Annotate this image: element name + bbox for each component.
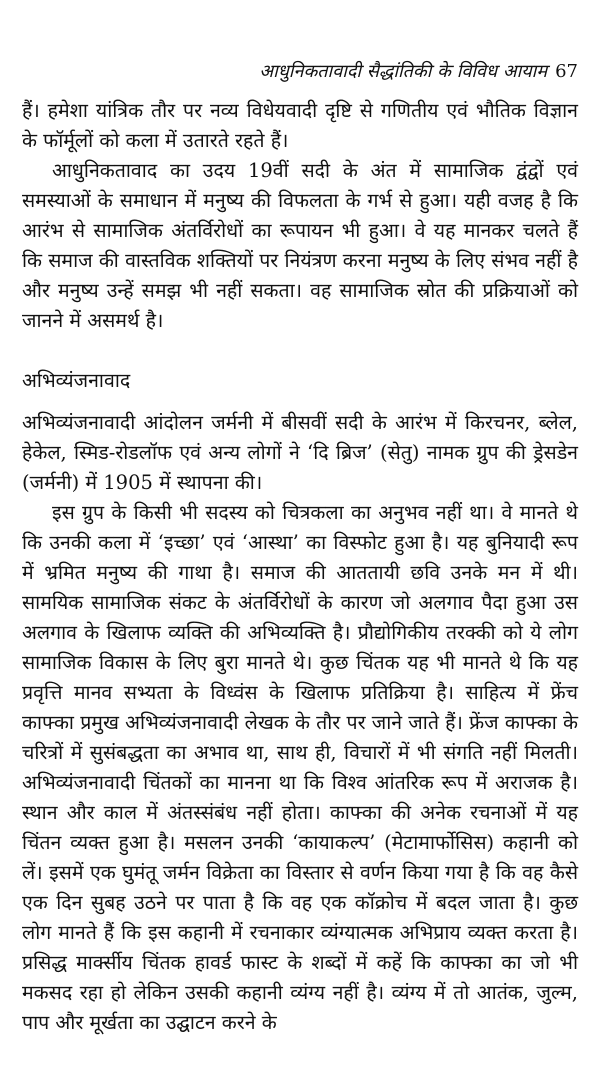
page-number: 67 <box>555 61 578 82</box>
body-text <box>22 96 578 1038</box>
paragraph-expressionism-movement: अभिव्यंजनावादी आंदोलन जर्मनी में बीसवीं सदी के आरंभ में किरचनर, ब्लेल, हेकेल, स्मिड-रोडलॉफ एवं अन्य लोगों ने ‘दि ब्रिज’ (सेतु) नामक ग्रुप की ड्रेसडेन (जर्मनी) में 1905 में स्थापना की। <box>22 411 578 494</box>
paragraph-modernism-origin: आधुनिकतावाद का उदय 19वीं सदी के अंत में सामाजिक द्वंद्वों एवं समस्याओं के समाधान में मनुष्य की विफलता के गर्भ से हुआ। यही वजह है कि आरंभ से सामाजिक अंतर्विरोधों का रूपायन भी हुआ। वे यह मानकर चलते हैं कि समाज की वास्तविक शक्तियों पर नियंत्रण करना मनुष्य के लिए संभव नहीं है और मनुष्य उन्हें समझ भी नहीं सकता। वह सामाजिक स्रोत की प्रक्रियाओं को जानने में असमर्थ है। <box>22 159 578 332</box>
paragraph-expressionism-group: इस ग्रुप के किसी भी सदस्य को चित्रकला का अनुभव नहीं था। वे मानते थे कि उनकी कला में ‘इच्छा’ एवं ‘आस्था’ का विस्फोट हुआ है। यह बुनियादी रूप में भ्रमित मनुष्य की गाथा है। समाज की आततायी छवि उनके मन में थी। सामयिक सामाजिक संकट के अंतर्विरोधों के कारण जो अलगाव पैदा हुआ उस अलगाव के खिलाफ व्यक्ति की अभिव्यक्ति है। प्रौद्योगिकीय तरक्की को ये लोग सामाजिक विकास के लिए बुरा मानते थे। कुछ चिंतक यह भी मानते थे कि यह प्रवृत्ति मानव सभ्यता के विध्वंस के खिलाफ प्रतिक्रिया है। साहित्य में फ्रेंच काफ्का प्रमुख अभिव्यंजनावादी लेखक के तौर पर जाने जाते हैं। फ्रेंज काफ्का के चरित्रों में सुसंबद्धता का अभाव था, साथ ही, विचारों में भी संगति नहीं मिलती। अभिव्यंजनावादी चिंतकों का मानना था कि विश्व आंतरिक रूप में अराजक है। स्थान और काल में अंतस्संबंध नहीं होता। काफ्का की अनेक रचनाओं में यह चिंतन व्यक्त हुआ है। मसलन उनकी ‘कायाकल्प’ (मेटामार्फोसिस) कहानी को लें। इसमें एक घुमंतू जर्मन विक्रेता का विस्तार से वर्णन किया गया है कि वह कैसे एक दिन सुबह उठने पर पाता है कि वह एक कॉक्रोच में बदल जाता है। कुछ लोग मानते हैं कि इस कहानी में रचनाकार व्यंग्यात्मक अभिप्राय व्यक्त करता है। प्रसिद्ध मार्क्सीय चिंतक हावर्ड फास्ट के शब्दों में कहें कि काफ्का का जो भी मकसद रहा हो लेकिन उसकी कहानी व्यंग्य नहीं है। व्यंग्य में तो आतंक, जुल्म, पाप और मूर्खता का उद्घाटन करने के <box>22 501 578 1034</box>
running-title: आधुनिकतावादी सैद्धांतिकी के विविध आयाम <box>259 61 548 82</box>
running-header <box>259 60 578 84</box>
paragraph-continued: हैं। हमेशा यांत्रिक तौर पर नव्य विधेयवादी दृष्टि से गणितीय एवं भौतिक विज्ञान के फॉर्मूलों को कला में उतारते रहते हैं। <box>22 99 578 152</box>
section-heading-expressionism: अभिव्यंजनावाद <box>22 369 131 392</box>
